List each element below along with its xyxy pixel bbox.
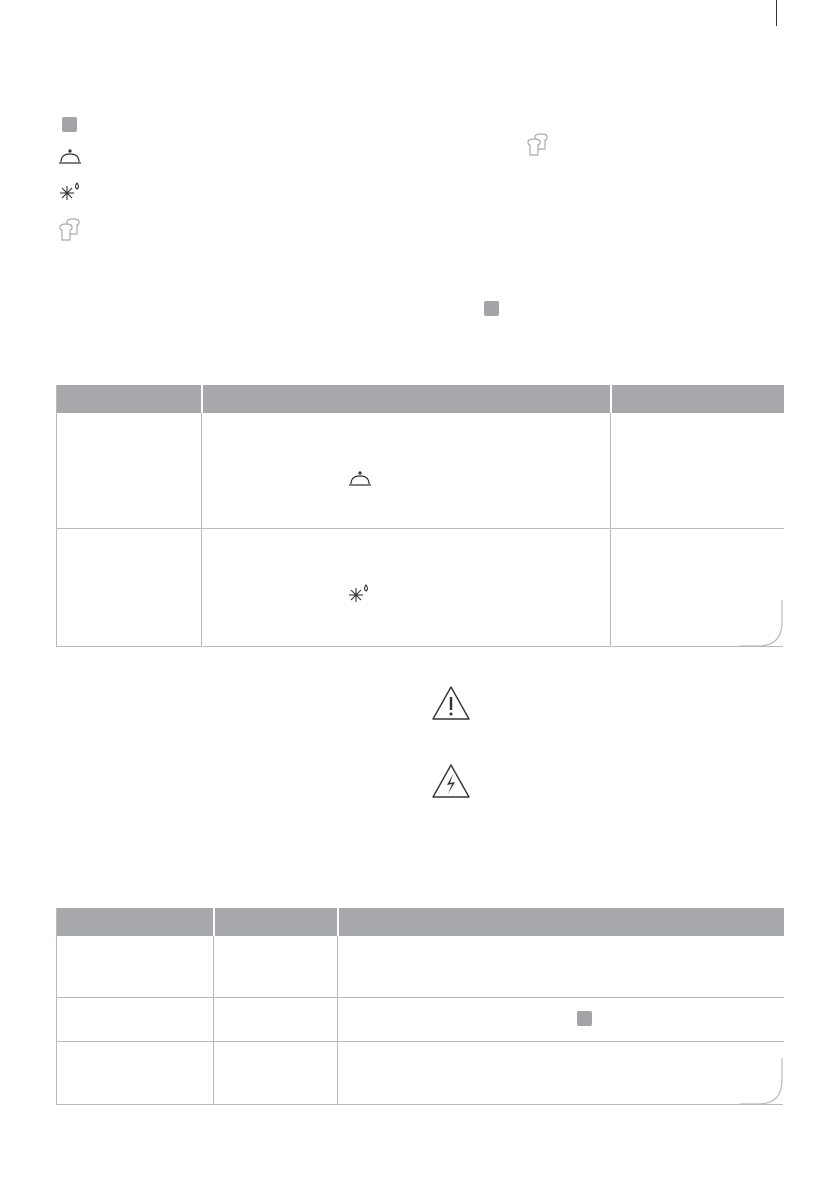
table-row bbox=[57, 528, 784, 529]
stop-square-icon bbox=[62, 117, 77, 132]
column-divider bbox=[213, 936, 214, 1105]
program-table bbox=[56, 385, 783, 647]
column-divider bbox=[201, 413, 202, 647]
stop-square-icon bbox=[484, 301, 499, 316]
table-header bbox=[57, 385, 784, 413]
stop-square-icon bbox=[577, 1011, 592, 1026]
table-corner bbox=[740, 1058, 784, 1106]
column-divider bbox=[610, 413, 611, 647]
bread-slices-icon bbox=[57, 218, 83, 242]
warm-dish-icon bbox=[58, 148, 82, 166]
header-divider bbox=[213, 908, 215, 936]
table-row bbox=[57, 997, 784, 998]
warm-dish-icon bbox=[348, 470, 372, 488]
defrost-snowflake-icon bbox=[58, 181, 82, 201]
troubleshooting-table bbox=[56, 908, 783, 1105]
column-divider bbox=[337, 936, 338, 1105]
header-divider bbox=[337, 908, 339, 936]
table-header bbox=[57, 908, 784, 936]
bread-slices-icon bbox=[525, 133, 551, 157]
warning-triangle-icon bbox=[431, 685, 471, 721]
table-row bbox=[57, 1041, 784, 1042]
defrost-snowflake-icon bbox=[347, 583, 371, 603]
electric-shock-triangle-icon bbox=[431, 763, 471, 799]
page-edge-mark bbox=[776, 0, 777, 26]
table-corner bbox=[740, 600, 784, 648]
